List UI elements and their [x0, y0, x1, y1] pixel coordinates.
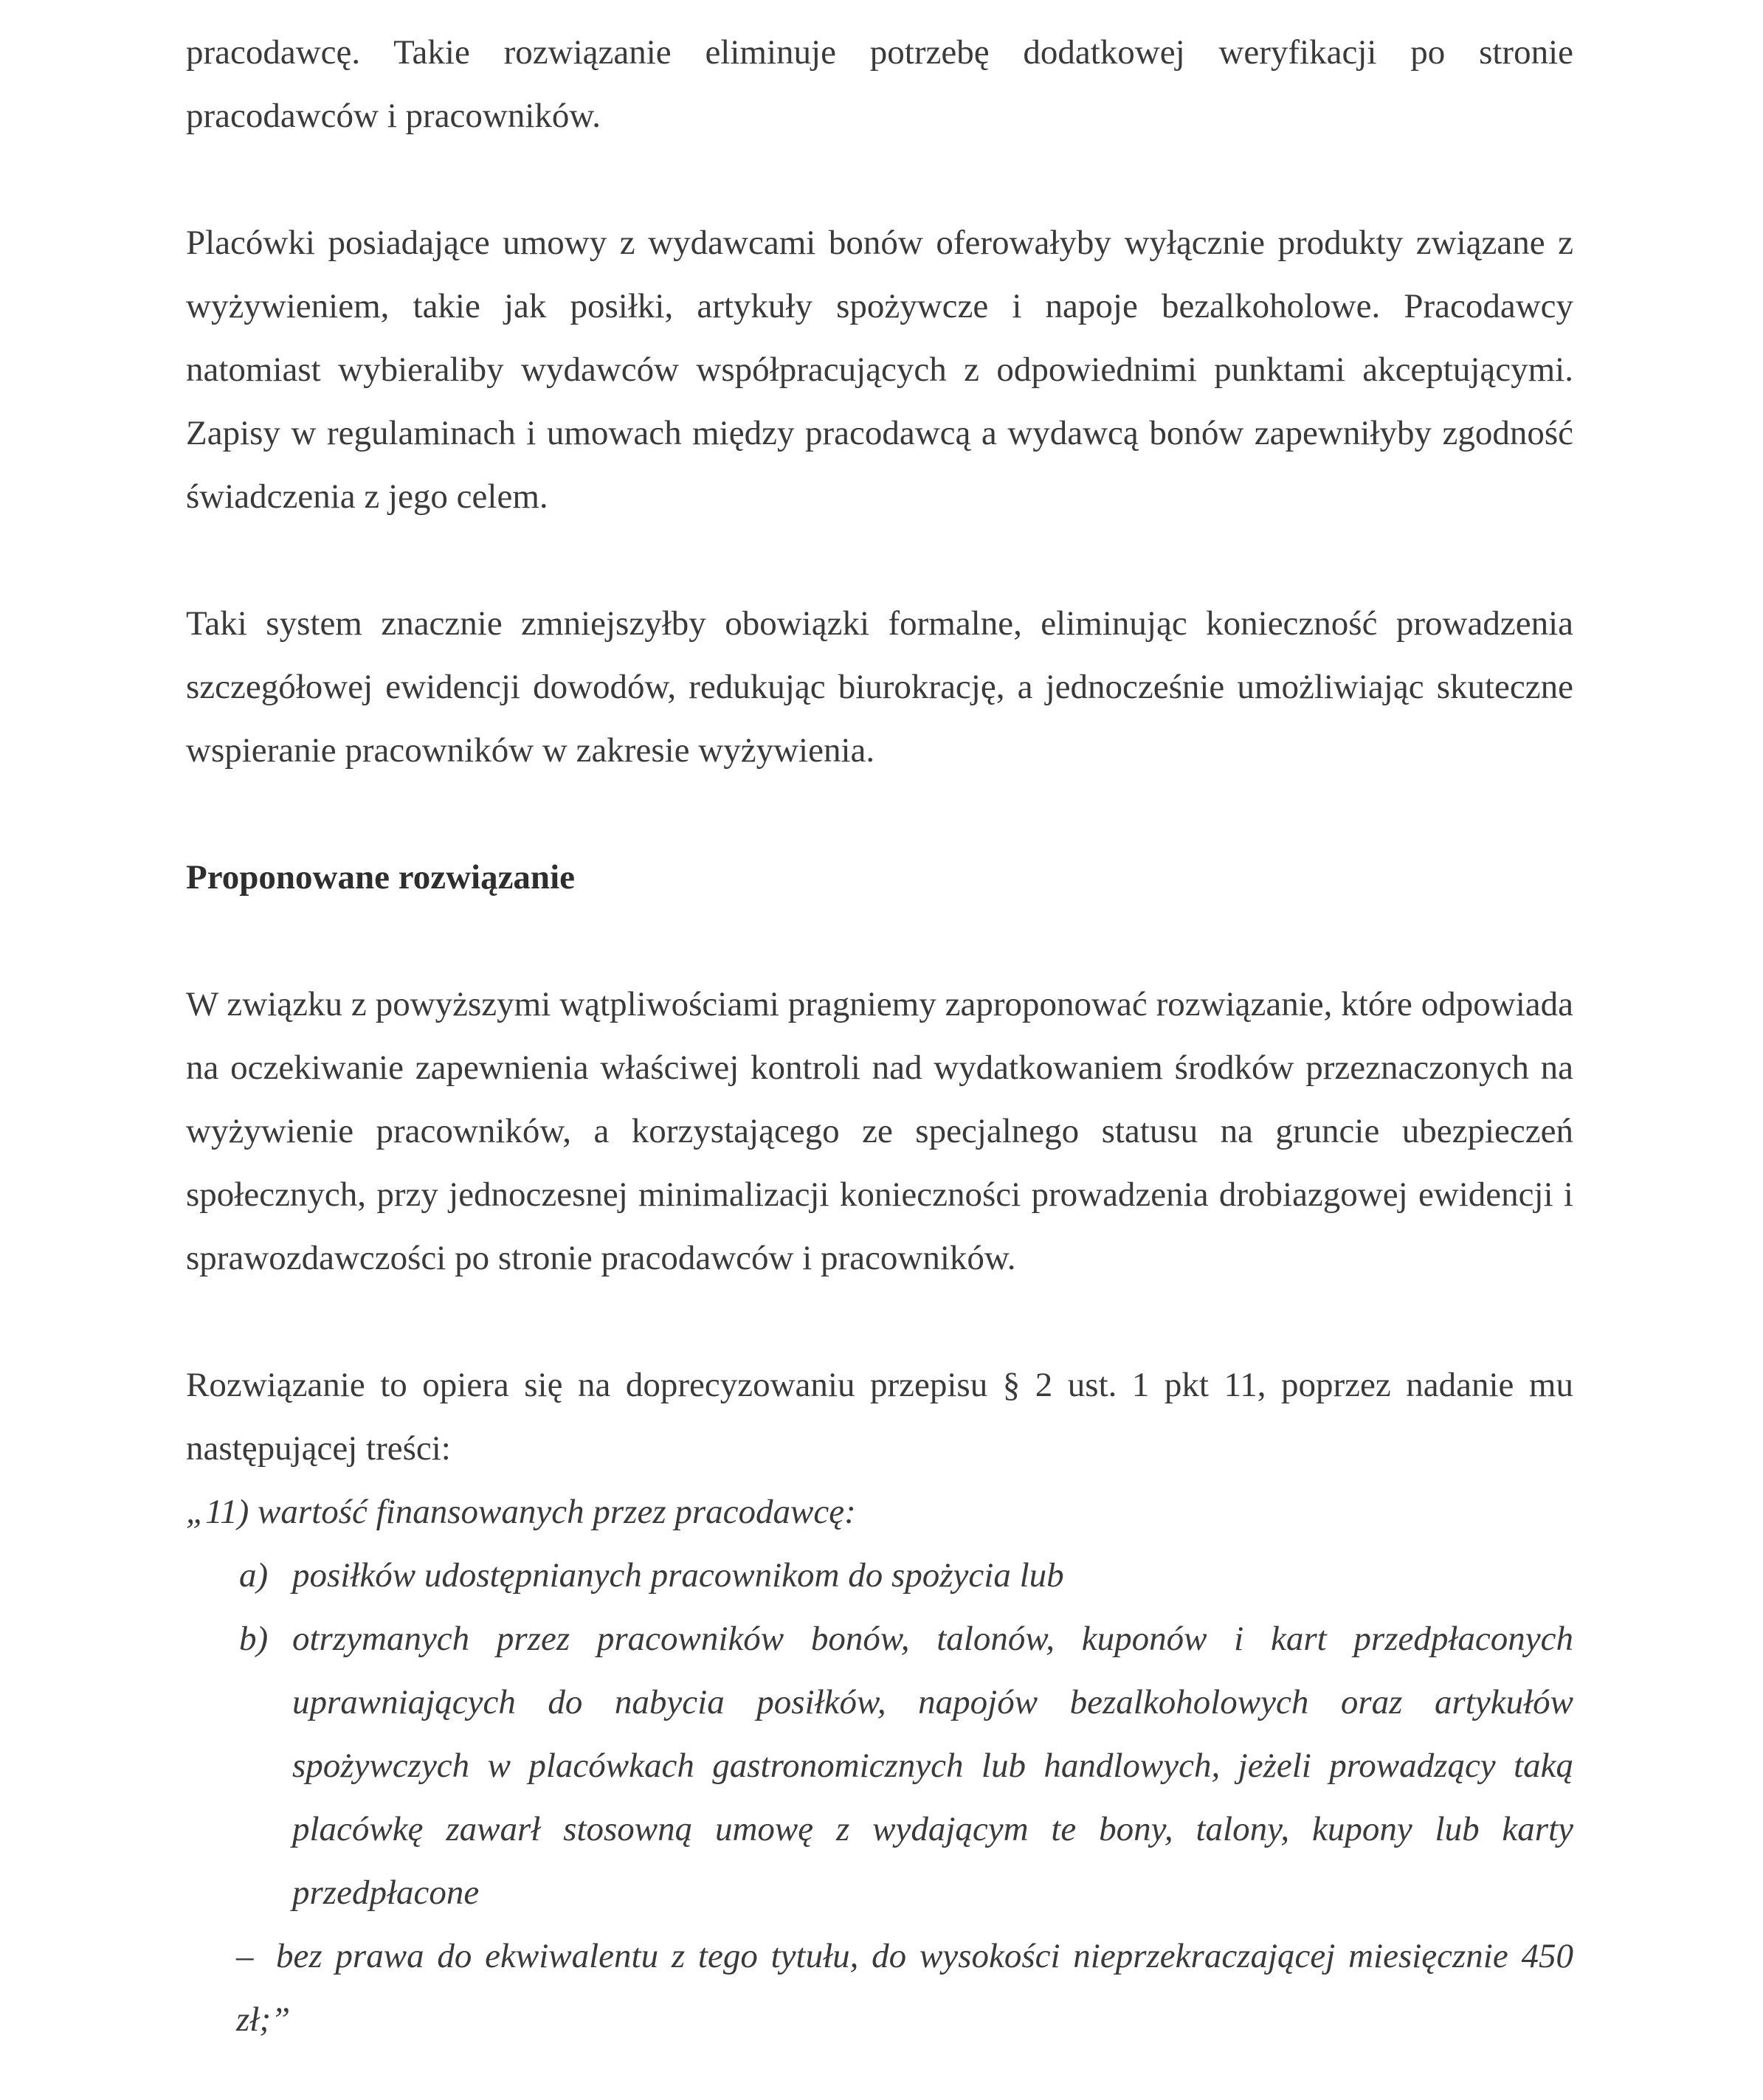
paragraph-solution-basis: Rozwiązanie to opiera się na doprecyzowaniu przepisu § 2 ust. 1 pkt 11, poprzez nadanie mu następującej treści: [186, 1366, 1573, 1468]
list-marker: b) [239, 1620, 269, 1658]
closing-text: bez prawa do ekwiwalentu z tego tytułu, do wysokości nieprzekraczającej miesięcznie 450 zł;” [236, 1937, 1573, 2039]
list-item-text: otrzymanych przez pracowników bonów, talonów, kuponów i kart przedpłaconych uprawniających do nabycia posiłków, napojów bezalkoholowych oraz artykułów spożywczych w placówkach gastronomicznych lub handlowych, jeżeli prowadzący taką placówkę zawarł stosowną umowę z wydającym te bony, talony, kupony lub karty przedpłacone [292, 1620, 1573, 1912]
document-page [186, 21, 1573, 2051]
paragraph-proposal-intro: W związku z powyższymi wątpliwościami pragniemy zaproponować rozwiązanie, które odpowiada na oczekiwanie zapewnienia właściwej kontroli nad wydatkowaniem środków przeznaczonych na wyżywienie pracowników, a korzystającego ze specjalnego statusu na gruncie ubezpieczeń społecznych, przy jednoczesnej minimalizacji konieczności prowadzenia drobiazgowej ewidencji i sprawozdawczości po stronie pracodawców i pracowników. [186, 985, 1573, 1277]
paragraph-system: Taki system znacznie zmniejszyłby obowiązki formalne, eliminując konieczność prowadzenia szczegółowej ewidencji dowodów, redukując biurokrację, a jednocześnie umożliwiając skuteczne wspieranie pracowników w zakresie wyżywienia. [186, 604, 1573, 770]
closing-dash: – [236, 1937, 254, 1975]
proposal-list [186, 1544, 1573, 1924]
paragraph-gap [186, 782, 1573, 846]
paragraph-gap [186, 148, 1573, 211]
proposal-point-11: „11) wartość finansowanych przez pracodawcę: [186, 1493, 856, 1531]
proposal-closing [186, 1924, 1573, 2051]
list-marker: a) [239, 1556, 269, 1595]
paragraph-continuation: pracodawcę. Takie rozwiązanie eliminuje potrzebę dodatkowej weryfikacji po stronie pracodawców i pracowników. [186, 33, 1573, 135]
list-item-text: posiłków udostępnianych pracownikom do spożycia lub [292, 1556, 1064, 1595]
list-item [186, 1544, 1573, 1607]
list-item [186, 1607, 1573, 1924]
paragraph-gap [186, 528, 1573, 592]
paragraph-gap [186, 1290, 1573, 1353]
section-heading: Proponowane rozwiązanie [186, 858, 575, 897]
paragraph-placowki: Placówki posiadające umowy z wydawcami bonów oferowałyby wyłącznie produkty związane z wyżywieniem, takie jak posiłki, artykuły spożywcze i napoje bezalkoholowe. Pracodawcy natomiast wybieraliby wydawców współpracujących z odpowiednimi punktami akceptującymi. Zapisy w regulaminach i umowach między pracodawcą a wydawcą bonów zapewniłyby zgodność świadczenia z jego celem. [186, 224, 1573, 516]
paragraph-gap [186, 909, 1573, 973]
